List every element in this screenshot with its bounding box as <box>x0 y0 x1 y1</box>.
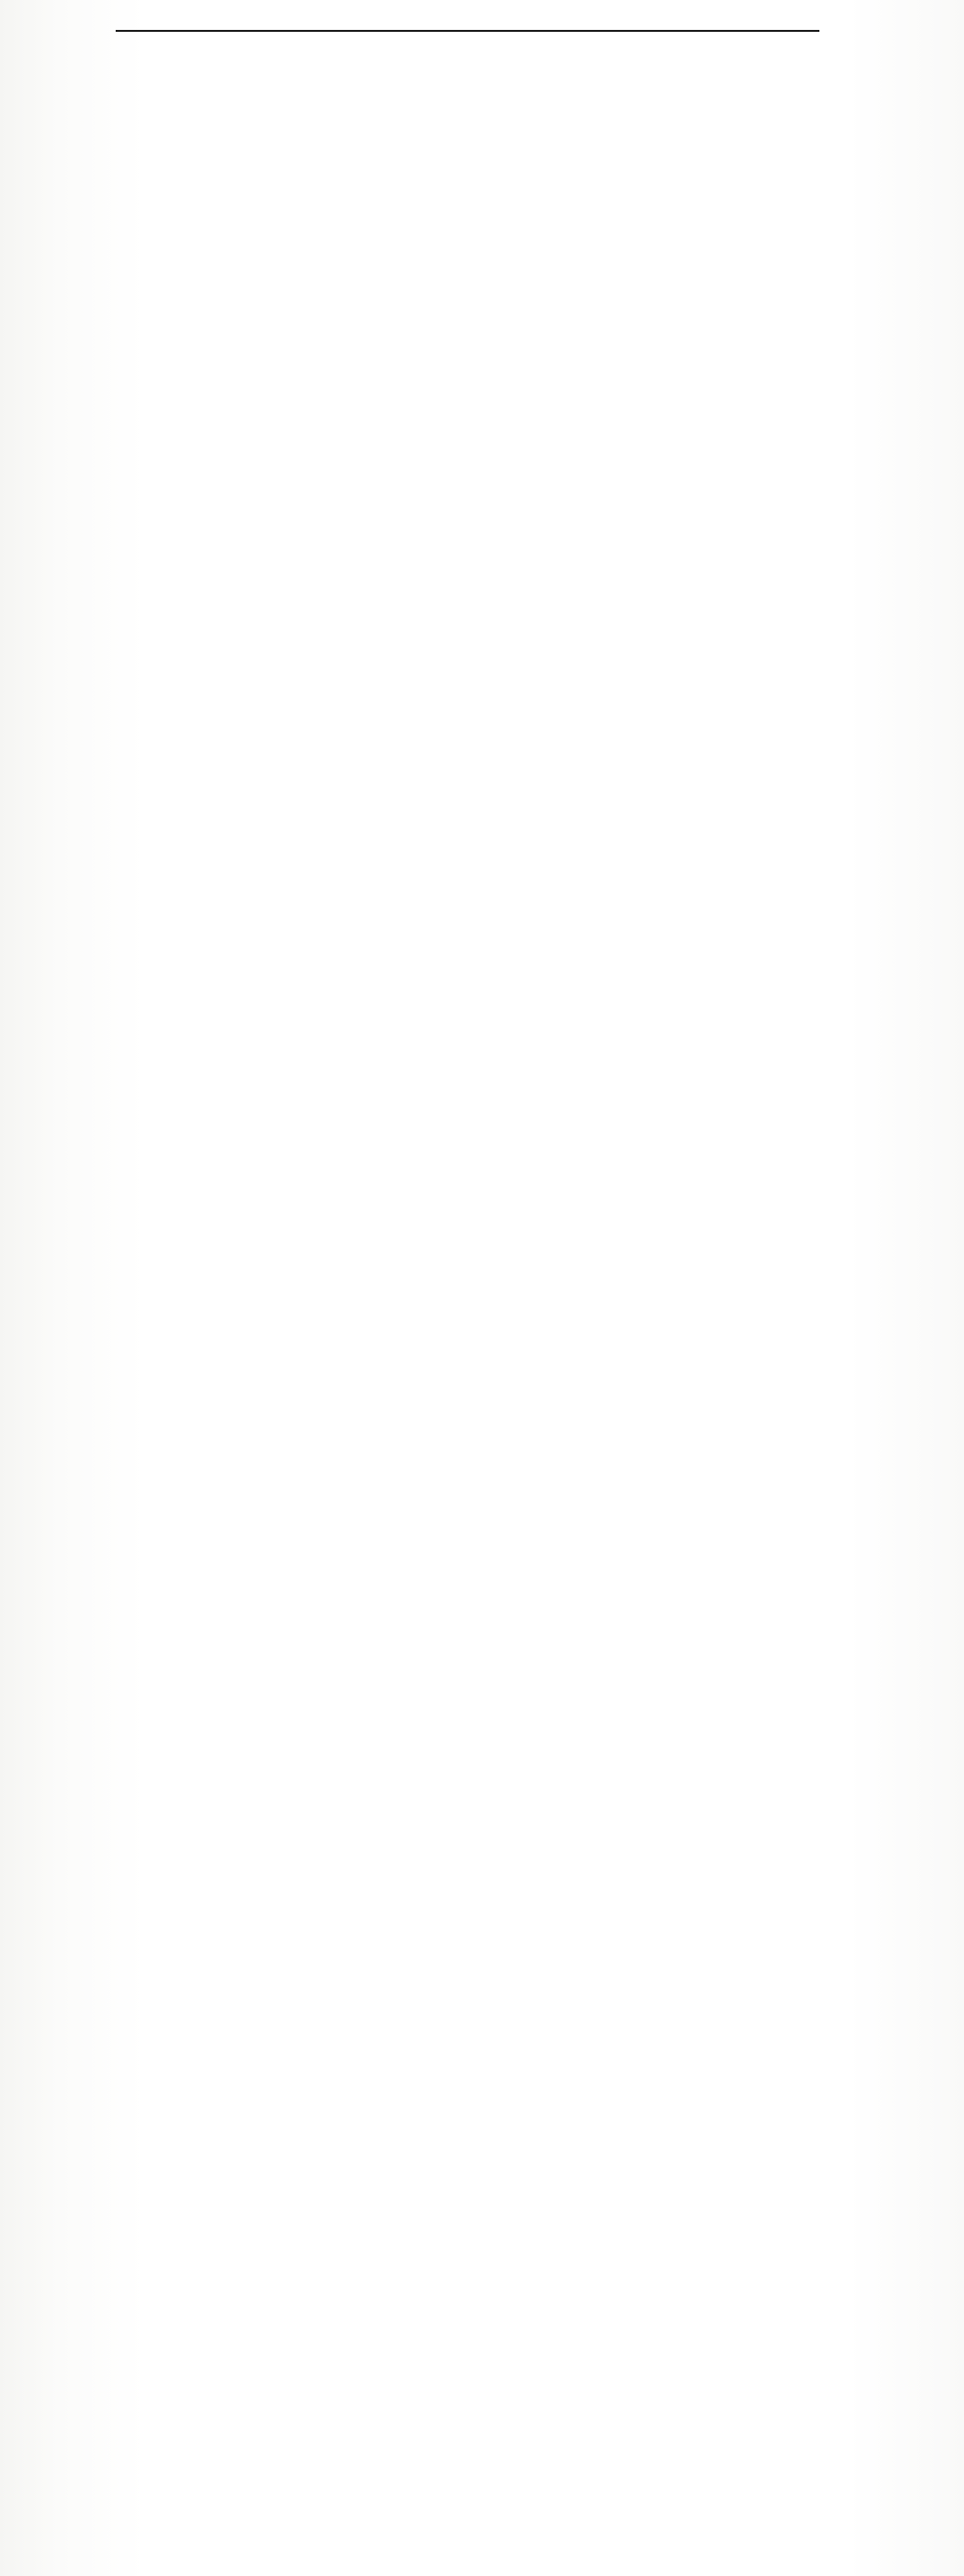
top-divider-line <box>116 30 819 32</box>
